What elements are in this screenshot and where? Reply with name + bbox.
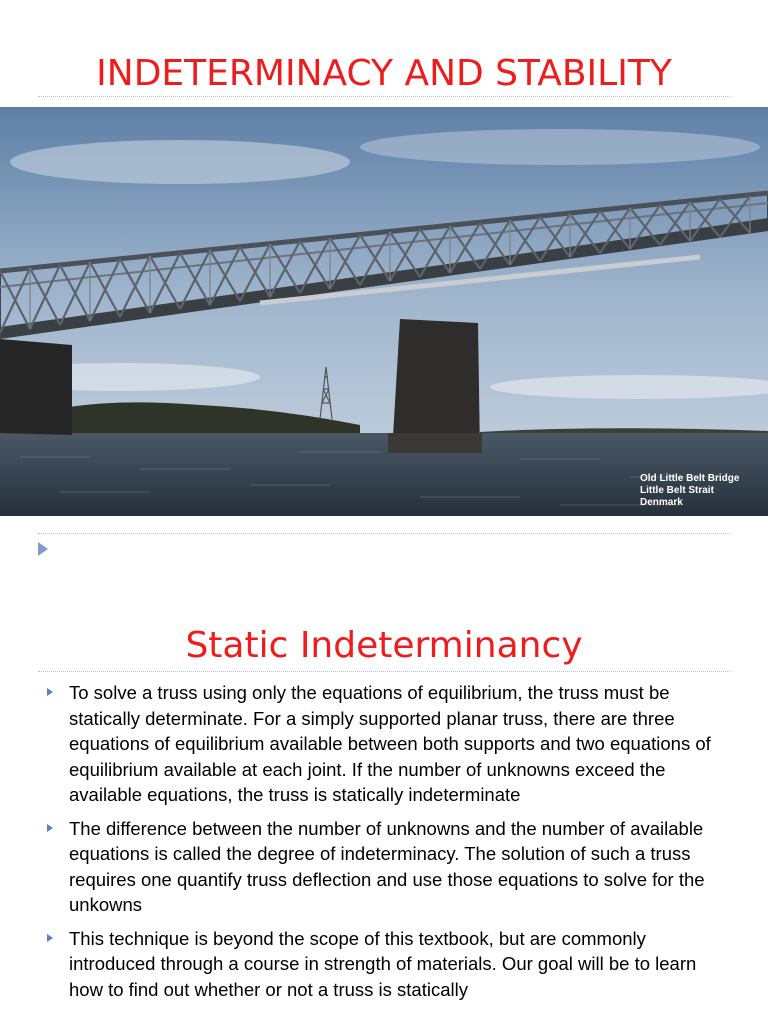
photo-caption xyxy=(640,473,765,509)
bridge-photo xyxy=(0,107,768,516)
caption-line: Old Little Belt Bridge xyxy=(640,473,740,484)
list-item xyxy=(0,926,768,1003)
slide-title: INDETERMINACY AND STABILITY xyxy=(96,53,672,94)
title-divider xyxy=(38,671,730,672)
title-divider xyxy=(38,96,730,97)
list-item xyxy=(0,680,768,808)
bullet-list xyxy=(0,680,768,1010)
bullet-text: The difference between the number of unknowns and the number of available equations is called the degree of indeterminacy. The solution of such a truss requires one quantify truss deflection and use those equations to solve for the unkowns xyxy=(69,817,705,915)
caption-line: Little Belt Strait xyxy=(640,485,714,496)
bullet-text: This technique is beyond the scope of this textbook, but are commonly introduced through a course in strength of materials. Our goal will be to learn how to find out whether or not a truss is statically xyxy=(69,927,697,1000)
list-item xyxy=(0,816,768,918)
caption-line: Denmark xyxy=(640,497,683,508)
triangle-bullet-icon xyxy=(47,934,53,942)
triangle-bullet-icon xyxy=(47,688,53,696)
triangle-bullet-icon xyxy=(38,542,48,556)
bullet-text: To solve a truss using only the equations of equilibrium, the truss must be statically determinate. For a simply supported planar truss, there are three equations of equilibrium available between both supports and two equations of equilibrium available at each joint. If the number of unknowns exceed the available equations, the truss is statically indeterminate xyxy=(69,682,711,805)
slide1-footer-divider xyxy=(38,533,730,534)
triangle-bullet-icon xyxy=(47,824,53,832)
slide-title: Static Indeterminancy xyxy=(185,625,583,666)
